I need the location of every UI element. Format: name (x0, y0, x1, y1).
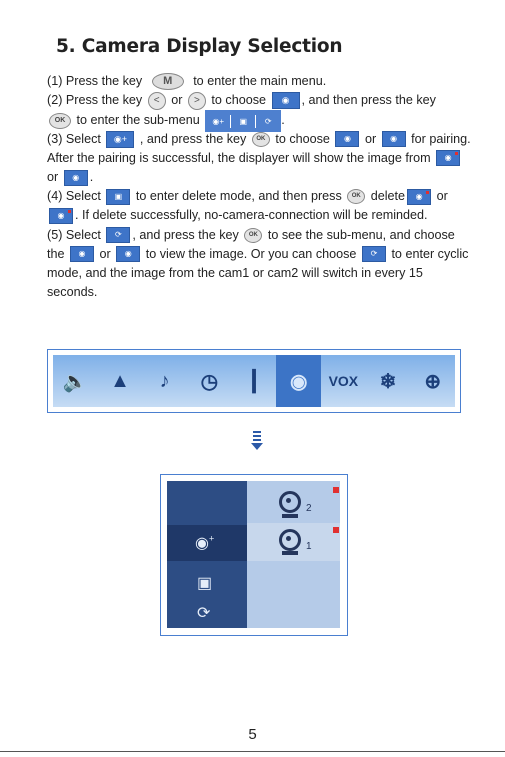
step-5: (5) Select ⟳ , and press the key OK to see the sub-menu, and choose (47, 227, 455, 242)
step-2-cont: OK to enter the sub-menu ◉+ ▣ ⟳ . (47, 110, 487, 129)
cam2-panel: 2 (247, 481, 340, 529)
cam2-icon: ◉ (49, 208, 73, 224)
camera-icon: ◉ (276, 355, 321, 407)
ok-key-icon: OK (347, 189, 365, 204)
trash-icon: ▣ (197, 575, 213, 592)
add-camera-icon: ◉+ (106, 131, 134, 148)
submenu-sidebar (167, 481, 247, 628)
step-5-cont2: mode, and the image from the cam1 or cam2 will switch in every 15 (47, 265, 423, 280)
speaker-icon: 🔈 (62, 370, 88, 393)
vox-icon: VOX (328, 373, 359, 389)
step-5-end: seconds. (47, 285, 98, 300)
step-3-cont: After the pairing is successful, the displayer will show the image from ◉ (47, 149, 487, 168)
zoom-icon: ⊕ (424, 370, 442, 393)
red-mark (333, 527, 339, 533)
cam1-icon: ◉ (335, 131, 359, 147)
left-key-icon: < (148, 92, 166, 110)
music-note-icon: ♪ (159, 369, 170, 392)
trash-icon: ▣ (230, 115, 255, 128)
step-3: (3) Select ◉+ , and press the key OK to choose ◉ or ◉ for pairing. (47, 130, 487, 149)
snowflake-icon: ❄ (379, 370, 397, 393)
add-camera-icon: ◉+ (212, 117, 225, 127)
right-key-icon: > (188, 92, 206, 110)
ok-key-icon: OK (49, 113, 71, 129)
add-camera-icon: ◉+ (195, 533, 215, 552)
trash-icon: ▣ (106, 189, 130, 205)
submenu-screen (167, 481, 340, 628)
instructions (47, 72, 487, 302)
cycle-icon: ⟳ (106, 227, 130, 243)
page-title: 5. Camera Display Selection (56, 36, 343, 57)
cam1-icon: ◉ (407, 189, 431, 205)
cam1-icon: ◉ (70, 246, 94, 262)
step-4: (4) Select ▣ to enter delete mode, and then press OK delete ◉ or (47, 189, 448, 204)
bottom-rule (0, 751, 505, 752)
cam2-icon (279, 491, 301, 513)
cam2-icon: ◉ (382, 131, 406, 147)
step-5-cont: the ◉ or ◉ to view the image. Or you can choose ⟳ to enter cyclic (47, 246, 469, 261)
ok-key-icon: OK (252, 132, 270, 147)
thermometer-icon: ┃ (248, 370, 261, 393)
menu-key-icon: M (152, 73, 184, 90)
step-3-end: or ◉ . (47, 169, 94, 184)
image-panel (247, 561, 340, 628)
clock-icon: ◷ (200, 370, 219, 393)
submenu-figure (160, 474, 348, 636)
cam2-icon: ◉ (116, 246, 140, 262)
page-number: 5 (248, 726, 257, 743)
cycle-icon: ⟳ (362, 246, 386, 262)
step-4-cont: ◉ . If delete successfully, no-camera-connection will be reminded. (47, 206, 487, 225)
down-arrow-icon (251, 431, 263, 455)
step-1: (1) Press the key M to enter the main menu. (47, 72, 487, 91)
ok-key-icon: OK (244, 228, 262, 243)
cam1-icon (279, 529, 301, 551)
main-menu-bar (53, 355, 455, 407)
red-mark (333, 487, 339, 493)
cam1-icon: ◉ (436, 150, 460, 166)
main-menu-figure (47, 349, 461, 413)
cam2-icon: ◉ (64, 170, 88, 186)
cycle-icon: ⟳ (255, 115, 280, 128)
bottle-icon: ▲ (110, 369, 130, 392)
step-2: (2) Press the key < or > to choose ◉ , and then press the key (47, 91, 487, 110)
camera-menu-icon: ◉ (272, 92, 300, 109)
cam1-panel: 1 (167, 523, 340, 561)
submenu-strip-icon (205, 110, 281, 131)
cycle-icon: ⟳ (197, 605, 211, 622)
